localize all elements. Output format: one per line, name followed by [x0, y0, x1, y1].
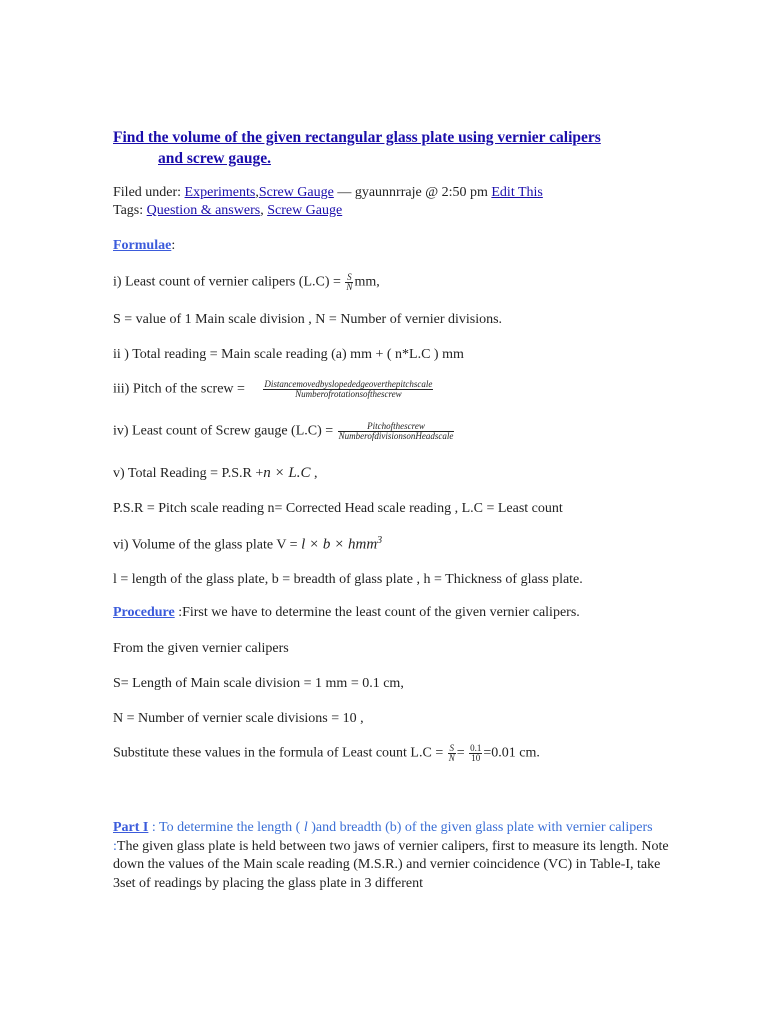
category-link-screw-gauge[interactable]: Screw Gauge [258, 185, 334, 200]
procedure-line [113, 605, 580, 621]
procedure-intro: :First we have to determine the least count of the given vernier calipers. [174, 605, 580, 620]
fraction-numerator: S [449, 743, 454, 753]
fraction-s-over-n [345, 273, 353, 292]
formulae-heading: Formulae [113, 238, 172, 253]
formula-4-text: iv) Least count of Screw gauge (L.C) = [113, 423, 337, 439]
fraction-s-over-n-2 [448, 744, 456, 763]
fraction-numerator: Pitchofthescrew [338, 422, 455, 432]
tag-link-question-answers[interactable]: Question & answers [146, 203, 261, 218]
fraction-least-count [338, 422, 455, 441]
fraction-values [469, 744, 482, 763]
post-title[interactable] [113, 127, 673, 169]
formulae-heading-line [113, 238, 175, 254]
tag-link-screw-gauge[interactable]: Screw Gauge [267, 203, 343, 218]
procedure-p3: N = Number of vernier scale divisions = 10 , [113, 711, 364, 726]
formula-5 [113, 465, 318, 482]
fraction-denominator: NumberofdivisionsonHeadscale [338, 431, 454, 441]
formula-1-note: S = value of 1 Main scale division , N = Number of vernier divisions. [113, 312, 503, 327]
tags-label: Tags: [113, 203, 147, 218]
fraction-numerator: 0.1 [470, 743, 482, 753]
tag-separator: , [260, 203, 268, 218]
part1-intro-b: )and breadth (b) of the given glass plate with vernier calipers : [113, 820, 653, 854]
fraction-numerator: S [347, 272, 352, 282]
procedure-p4 [113, 744, 540, 763]
author-timestamp: — gyaunnrraje @ 2:50 pm [333, 185, 492, 200]
formula-3-text: iii) Pitch of the screw = [113, 381, 249, 397]
fraction-denominator: 10 [471, 753, 481, 763]
part1-heading: Part I [113, 820, 149, 835]
formula-1-unit: mm, [354, 274, 380, 290]
procedure-p4-result: =0.01 cm. [483, 745, 540, 761]
formula-4 [113, 422, 455, 441]
formula-1 [113, 273, 380, 292]
part1-intro-l: l [303, 820, 308, 835]
formula-6-text: vi) Volume of the glass plate V = [113, 537, 302, 553]
part1-intro-a: : To determine the length ( [148, 820, 304, 835]
procedure-heading: Procedure [113, 605, 175, 620]
formulae-colon: : [171, 238, 176, 253]
formula-3 [113, 380, 434, 399]
procedure-p2: S= Length of Main scale division = 1 mm = 0.1 cm, [113, 676, 404, 691]
post-title-line2[interactable]: and screw gauge. [158, 150, 271, 167]
formula-5-text: v) Total Reading = P.S.R + [113, 466, 264, 481]
part1-paragraph [113, 819, 673, 893]
formula-5-note: P.S.R = Pitch scale reading n= Corrected Head scale reading , L.C = Least count [113, 501, 563, 516]
formula-5-math: n × L.C [263, 465, 311, 481]
fraction-denominator: Numberofrotationsofthescrew [295, 389, 402, 399]
category-separator: , [255, 185, 259, 200]
formula-6-math: l × b × hmm [301, 536, 378, 553]
filed-under-line [113, 185, 543, 201]
equals-sign: = [456, 745, 469, 761]
filed-under-label: Filed under: [113, 185, 185, 200]
tags-line [113, 203, 342, 219]
part1-body: The given glass plate is held between two jaws of vernier calipers, first to measure its length. Note down the values of the Main scale reading (M.S.R.) and vernier coincidence (VC) in Table-I, take 3set of readings by placing the glass plate in 3 different [113, 838, 669, 891]
fraction-pitch [263, 380, 433, 399]
formula-1-text: i) Least count of vernier calipers (L.C) = [113, 274, 345, 290]
fraction-denominator: N [346, 282, 353, 292]
formula-6-note: l = length of the glass plate, b = breadth of glass plate , h = Thickness of glass plate. [113, 572, 583, 587]
post-title-line1[interactable]: Find the volume of the given rectangular glass plate using vernier calipers [113, 129, 601, 146]
formula-2: ii ) Total reading = Main scale reading (a) mm + ( n*L.C ) mm [113, 347, 464, 362]
procedure-p4-text: Substitute these values in the formula of Least count L.C = [113, 745, 447, 761]
fraction-numerator: Distancemovedbyslopededgeoverthepitchscale [264, 379, 433, 389]
category-link-experiments[interactable]: Experiments [184, 185, 256, 200]
formula-5-post: , [310, 466, 318, 481]
procedure-p1: From the given vernier calipers [113, 641, 289, 656]
fraction-denominator: N [448, 753, 455, 763]
formula-6-exponent: 3 [377, 535, 383, 546]
edit-this-link[interactable]: Edit This [491, 185, 543, 200]
formula-6 [113, 535, 382, 554]
